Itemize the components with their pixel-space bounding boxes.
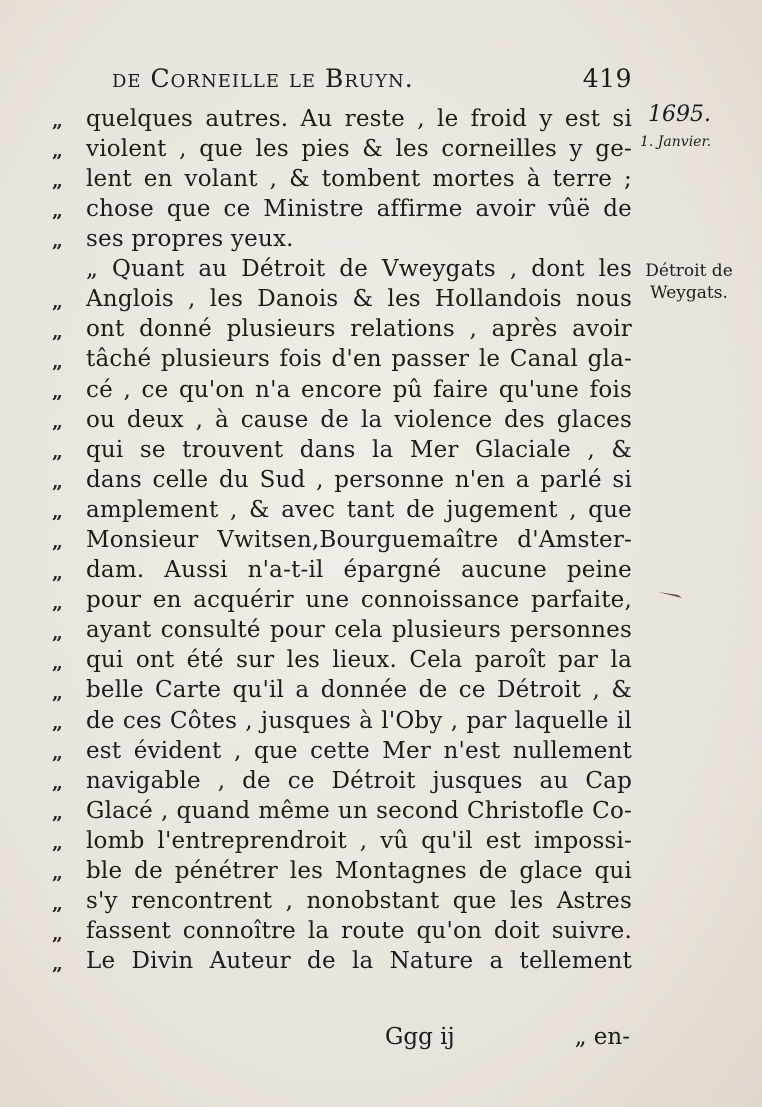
quote-mark: „ <box>52 802 63 825</box>
line-text: Anglois , les Danois & les Hollandois nous <box>86 286 632 313</box>
text-line <box>52 584 632 614</box>
line-text: de ces Côtes , jusques à l'Oby , par laquelle il <box>86 707 632 734</box>
quote-mark: „ <box>52 621 63 644</box>
quote-mark: „ <box>52 380 63 403</box>
page-footer <box>385 1024 630 1050</box>
text-line <box>52 283 632 313</box>
quote-mark: „ <box>52 230 63 253</box>
text-line <box>52 794 632 824</box>
text-line <box>52 674 632 704</box>
line-text: amplement , & avec tant de jugement , que <box>86 496 632 523</box>
text-line <box>52 614 632 644</box>
quote-mark: „ <box>52 922 63 945</box>
text-line <box>52 192 632 222</box>
line-text: lomb l'entreprendroit , vû qu'il est impossi- <box>86 827 632 854</box>
text-line <box>52 343 632 373</box>
quote-mark: „ <box>52 320 63 343</box>
text-line <box>52 222 632 252</box>
quote-mark: „ <box>52 290 63 313</box>
signature-mark: Ggg ij <box>385 1024 455 1050</box>
line-text: ses propres yeux. <box>86 226 294 253</box>
text-line <box>52 854 632 884</box>
page-number: 419 <box>582 64 632 93</box>
text-line <box>52 884 632 914</box>
line-text: Glacé , quand même un second Christofle Co- <box>86 797 632 824</box>
margin-note <box>634 260 744 304</box>
line-text: Le Divin Auteur de la Nature a tellement <box>86 948 632 975</box>
line-text: belle Carte qu'il a donnée de ce Détroit , & <box>86 677 632 704</box>
line-text: violent , que les pies & les corneilles y ge- <box>86 135 632 162</box>
text-line <box>52 313 632 343</box>
text-line <box>52 704 632 734</box>
line-text: pour en acquérir une connoissance parfaite, <box>86 587 632 614</box>
quote-mark: „ <box>52 862 63 885</box>
quote-mark: „ <box>52 772 63 795</box>
quote-mark <box>52 282 86 283</box>
text-line <box>52 252 632 282</box>
text-line <box>52 373 632 403</box>
text-line <box>52 644 632 674</box>
line-text: dam. Aussi n'a-t-il épargné aucune peine <box>86 557 632 584</box>
line-text: navigable , de ce Détroit jusques au Cap <box>86 767 632 794</box>
line-text: qui ont été sur les lieux. Cela paroît par la <box>86 647 632 674</box>
running-title: de Corneille le Bruyn. <box>112 64 414 93</box>
text-line <box>52 403 632 433</box>
text-line <box>52 102 632 132</box>
margin-note-line: Détroit de <box>645 261 733 281</box>
text-line <box>52 945 632 975</box>
margin-note-line: Weygats. <box>650 283 728 303</box>
line-text: Monsieur Vwitsen,Bourguemaître d'Amster- <box>86 526 632 553</box>
quote-mark: „ <box>52 411 63 434</box>
line-text: s'y rencontrent , nonobstant que les Astres <box>86 888 632 915</box>
catchword: „ en- <box>574 1024 630 1050</box>
text-line <box>52 553 632 583</box>
quote-mark: „ <box>52 711 63 734</box>
quote-mark: „ <box>52 892 63 915</box>
line-text: ble de pénétrer les Montagnes de glace qui <box>86 858 632 884</box>
text-line <box>52 523 632 553</box>
line-text: chose que ce Ministre affirme avoir vûë de <box>86 195 632 222</box>
margin-year: 1695. <box>648 102 711 127</box>
quote-mark: „ <box>52 170 63 193</box>
quote-mark: „ <box>52 140 63 163</box>
quote-mark: „ <box>52 561 63 584</box>
text-line <box>52 433 632 463</box>
line-text: est évident , que cette Mer n'est nullement <box>86 737 632 764</box>
line-text: dans celle du Sud , personne n'en a parlé si <box>86 466 632 493</box>
quote-mark: „ <box>52 591 63 614</box>
text-line <box>52 162 632 192</box>
text-line <box>52 734 632 764</box>
margin-date: 1. Janvier. <box>640 134 712 150</box>
quote-mark: „ <box>52 952 63 975</box>
body-text <box>52 102 632 975</box>
quote-mark: „ <box>52 471 63 494</box>
line-text: tâché plusieurs fois d'en passer le Canal gla- <box>86 346 632 373</box>
text-line <box>52 915 632 945</box>
text-line <box>52 824 632 854</box>
line-text: ayant consulté pour cela plusieurs personnes <box>86 617 632 644</box>
text-line <box>52 493 632 523</box>
line-text: quelques autres. Au reste , le froid y est si <box>86 105 632 132</box>
page-header <box>112 64 632 93</box>
line-text: qui se trouvent dans la Mer Glaciale , & <box>86 436 632 463</box>
quote-mark: „ <box>52 110 63 133</box>
text-line <box>52 463 632 493</box>
ink-blemish <box>656 590 686 600</box>
quote-mark: „ <box>52 742 63 765</box>
line-text: ont donné plusieurs relations , après avoir <box>86 316 632 343</box>
quote-mark: „ <box>52 501 63 524</box>
quote-mark: „ <box>52 200 63 223</box>
quote-mark: „ <box>52 681 63 704</box>
text-line <box>52 764 632 794</box>
quote-mark: „ <box>52 832 63 855</box>
quote-mark: „ <box>52 441 63 464</box>
line-text: fassent connoître la route qu'on doit suivre. <box>86 918 632 945</box>
line-text: lent en volant , & tombent mortes à terre ; <box>86 165 632 192</box>
quote-mark: „ <box>52 350 63 373</box>
text-line <box>52 132 632 162</box>
quote-mark: „ <box>52 531 63 554</box>
line-text: „ Quant au Détroit de Vweygats , dont les <box>86 256 632 283</box>
quote-mark: „ <box>52 651 63 674</box>
line-text: ou deux , à cause de la violence des glaces <box>86 406 632 433</box>
line-text: cé , ce qu'on n'a encore pû faire qu'une fois <box>86 376 632 403</box>
